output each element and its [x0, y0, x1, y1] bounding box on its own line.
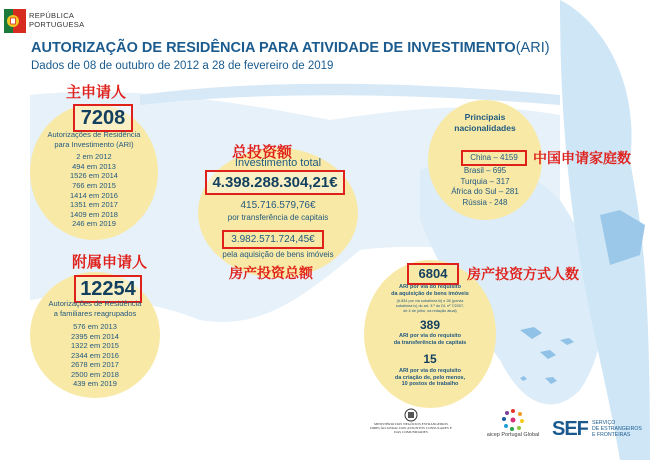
list-item: 1351 em 2017 [70, 200, 118, 210]
list-item: 246 em 2019 [72, 219, 116, 229]
list-item: Turquia – 317 [460, 176, 510, 186]
dependants-total: 12254 [74, 275, 142, 303]
transfer-label: por transferência de capitais [227, 213, 329, 222]
page-subtitle: Dados de 08 de outubro de 2012 a 28 de fevereiro de 2019 [31, 60, 334, 72]
list-item: 1414 em 2016 [70, 190, 118, 200]
sef-wordmark: SEF [552, 418, 588, 440]
main-applicants-details: Autorizações de Residência para Investimento (ARI) 2 em 2012 494 em 2013 1526 em 2014 766 em 2015 1414 em 2016 1351 em 2017 1409 em 2018 246 em 2019 [32, 130, 156, 229]
aicep-logo [482, 408, 544, 438]
list-item: 1409 em 2018 [70, 209, 118, 219]
aicep-label: aicep Portugal Global [486, 432, 540, 438]
transfer-value: 415.716.579,76€ [240, 200, 316, 211]
list-item: 576 em 2013 [73, 322, 117, 331]
list-item: Rússia - 248 [462, 197, 508, 207]
list-item: 1526 em 2014 [70, 171, 118, 181]
list-item: Brasil – 695 [463, 166, 507, 175]
nationalities-title: Principais nacionalidades [454, 112, 516, 133]
list-item: 2500 em 2018 [71, 369, 119, 379]
republica-logo [4, 9, 26, 33]
title-suffix: (ARI) [515, 40, 550, 56]
china-annotation: 中国申请家庭数 [533, 151, 631, 167]
coat-of-arms-icon [4, 9, 26, 33]
china-count: China – 4159 [461, 150, 527, 166]
property-count: 6804 [407, 263, 459, 285]
ministry-logo: MINISTÉRIO DOS NEGÓCIOS ESTRANGEIROS DIREÇÃO-GERAL DOS ASSUNTOS CONSULARES E DAS COMUNIDADES [356, 408, 466, 434]
property-label: pela aquisição de bens imóveis [222, 250, 334, 259]
list-item: 494 em 2013 [72, 161, 116, 171]
aicep-dots-icon [501, 408, 525, 432]
property-details: ARI por via do requisito da aquisição de bens imóveis [391, 284, 469, 297]
list-item: 2395 em 2014 [71, 331, 119, 341]
list-item: 2678 em 2017 [71, 360, 119, 369]
dependants-details: Autorizações de Residência a familiares reagrupados 576 em 2013 2395 em 2014 1322 em 2015 2344 em 2016 2678 em 2017 2500 em 2018 439 em 2019 [30, 299, 160, 389]
list-item: África do Sul – 281 [451, 187, 519, 196]
list-item: 1322 em 2015 [71, 341, 119, 350]
main-applicants-total: 7208 [73, 104, 133, 132]
list-item: 439 em 2019 [73, 379, 117, 388]
republica-portuguesa-wordmark: REPÚBLICA PORTUGUESA [29, 11, 85, 29]
sef-subtitle: SERVIÇO DE ESTRANGEIROS E FRONTEIRAS [592, 420, 642, 438]
dependants-annotation: 附属申请人 [72, 253, 148, 271]
ministry-emblem-icon [403, 408, 419, 422]
investment-total-annotation: 总投资额 [232, 143, 293, 161]
list-item: 2 em 2012 [76, 152, 112, 162]
transfer-count: 389 [419, 318, 441, 332]
jobs-count: 15 [423, 352, 437, 366]
investment-total-value: 4.398.288.304,21€ [205, 170, 345, 195]
sef-logo [552, 418, 648, 448]
jobs-details: ARI por via do requisito da criação de, pelo menos, 10 postos de trabalho [394, 368, 466, 388]
page-title [31, 40, 550, 56]
list-item: 2344 em 2016 [71, 350, 119, 360]
main-applicants-annotation: 主申请人 [66, 83, 127, 101]
list-item: 766 em 2015 [72, 180, 116, 190]
title-main: AUTORIZAÇÃO DE RESIDÊNCIA PARA ATIVIDADE DE INVESTIMENTO [31, 40, 516, 56]
property-total-annotation: 房产投资总额 [229, 266, 313, 282]
transfer-details: ARI por via do requisito da transferência de capitais [393, 333, 467, 346]
property-value: 3.982.571.724,45€ [222, 230, 324, 249]
other-nationalities [435, 166, 535, 208]
property-note: (6.834 por via subalínea iii) e 28 (porvia subalínea iv) do art. 3.º do DL nº 7/2007, de 4 de julho, na redação atual) [395, 299, 465, 313]
investment-total-label: Investimento total [234, 157, 322, 169]
by-type-annotation: 房产投资方式人数 [467, 267, 579, 283]
